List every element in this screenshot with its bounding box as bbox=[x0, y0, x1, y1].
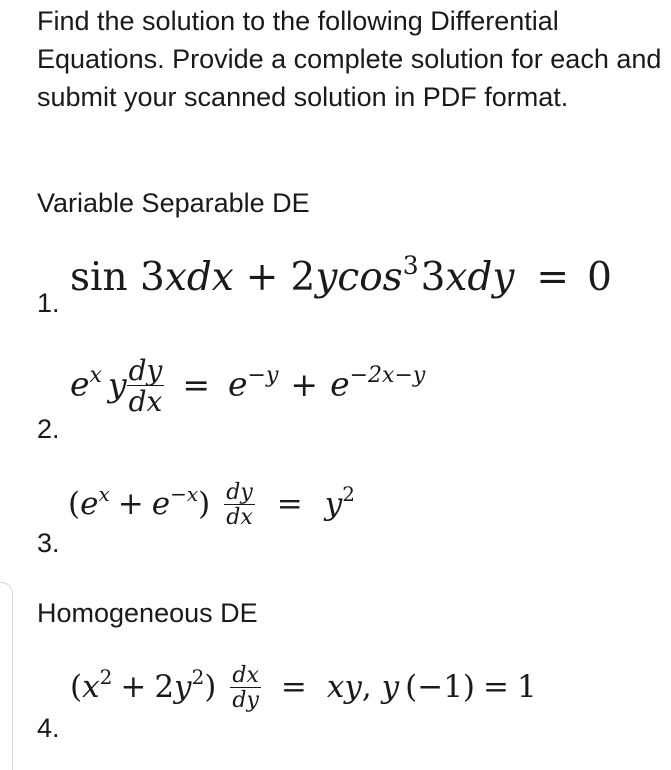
instructions-text: Find the solution to the following Differential Equations. Provide a complete solution for each and submit your scanned solution in PDF format. bbox=[37, 6, 662, 112]
section-heading-homogeneous: Homogeneous DE bbox=[37, 598, 258, 628]
left-panel-edge bbox=[0, 582, 13, 770]
equation-4: $(x^2 + 2y^2)$ $\frac{dx}{dy}$ = xy, y (−1) = 1 bbox=[70, 663, 537, 713]
problem-number-3: 3. bbox=[37, 528, 60, 558]
problem-number-1: 1. bbox=[37, 288, 60, 318]
equation-1: sin 3xdx + 2ycos$^3$3xdy = 0 bbox=[70, 251, 612, 300]
section-heading-variable-separable: Variable Separable DE bbox=[37, 188, 310, 218]
problem-number-4: 4. bbox=[37, 713, 60, 743]
equation-2: $e^x$ y $\frac{dy}{dx}$ = $e^{-y} + e^{-2x-y}$ bbox=[70, 354, 426, 418]
problem-number-2: 2. bbox=[37, 414, 60, 444]
equation-3: $(e^x + e^{-x})$ $\frac{dy}{dx}$ = $y^2$ bbox=[68, 480, 355, 530]
